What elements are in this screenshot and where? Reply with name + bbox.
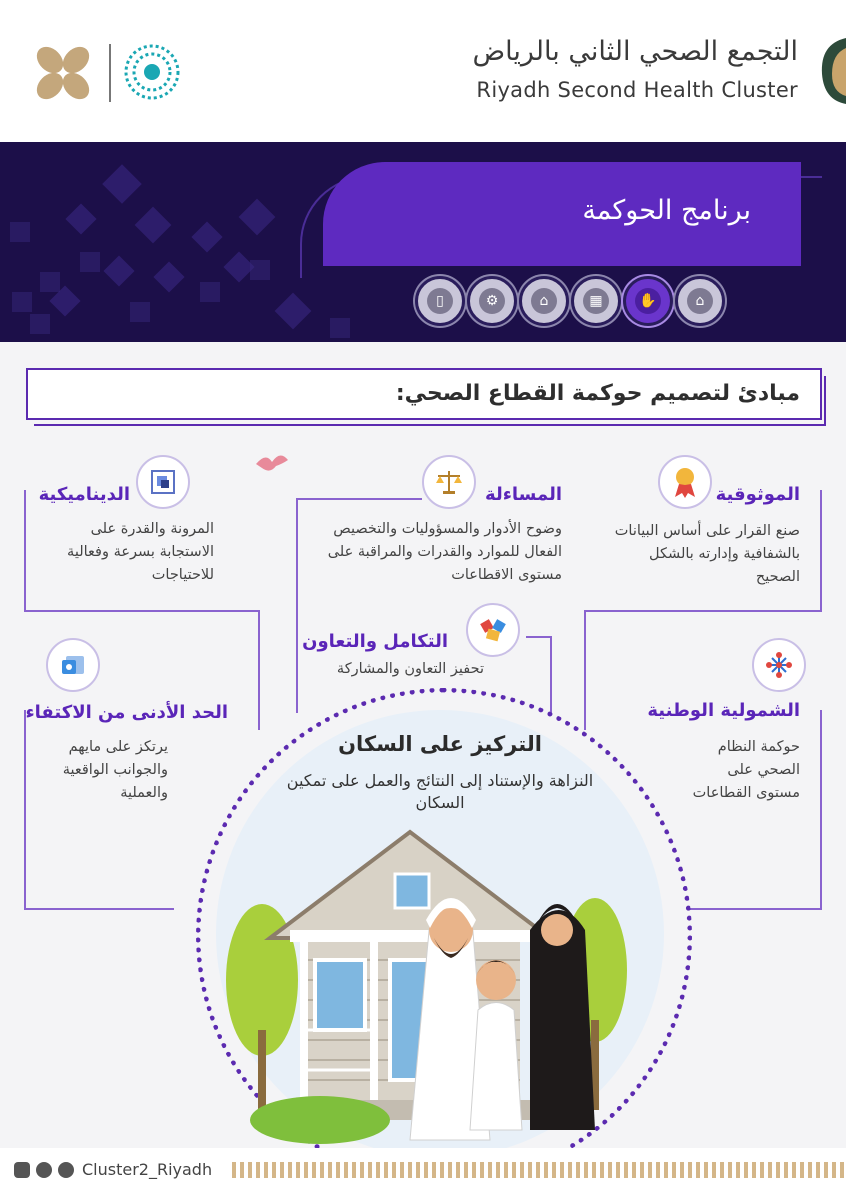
principle-desc-integration: تحفيز التعاون والمشاركة — [336, 661, 484, 677]
ribbon-medal-icon — [658, 455, 712, 509]
handshake-icon: ✋ — [635, 288, 661, 314]
center-title: التركيز على السكان — [338, 732, 542, 756]
principle-title-minimum: الحد الأدنى من الاكتفاء — [25, 702, 228, 723]
connector — [24, 710, 26, 910]
section-title: مبادئ لتصميم حوكمة القطاع الصحي: — [395, 381, 800, 406]
nav-gear-button[interactable] — [467, 276, 517, 326]
connector — [526, 636, 550, 638]
cluster-logo-icon — [814, 34, 846, 106]
principle-title-dynamism: الديناميكية — [38, 484, 130, 505]
center-description: النزاهة والإستناد إلى النتائج والعمل على تمكين السكان — [286, 771, 594, 812]
org-name-arabic: التجمع الصحي الثاني بالرياض — [472, 36, 798, 67]
principle-desc-accountability: وضوح الأدوار والمسؤوليات والتخصيص الفعال للموارد والقدرات والمراقبة على مستوى الاقطاعات — [327, 521, 562, 583]
org-name-english: Riyadh Second Health Cluster — [476, 78, 798, 102]
connector — [24, 490, 26, 610]
principle-title-integration: التكامل والتعاون — [302, 631, 448, 652]
connector — [296, 498, 422, 500]
gear-icon: ⚙ — [479, 288, 505, 314]
principle-title-national: الشمولية الوطنية — [647, 700, 800, 721]
connector — [550, 636, 552, 714]
network-icon — [752, 638, 806, 692]
connector — [820, 710, 822, 910]
connector — [820, 490, 822, 610]
instagram-icon[interactable] — [14, 1162, 30, 1178]
scales-icon — [422, 455, 476, 509]
logo-divider — [109, 44, 111, 102]
social-handle[interactable]: Cluster2_Riyadh — [82, 1160, 213, 1179]
header — [0, 0, 846, 142]
connector — [690, 908, 822, 910]
connector — [24, 908, 174, 910]
ministry-emblem-icon — [122, 42, 182, 102]
snapchat-icon[interactable] — [36, 1162, 52, 1178]
government-building-icon: ⌂ — [531, 288, 557, 314]
connector — [24, 610, 260, 612]
program-title: برنامج الحوكمة — [582, 195, 751, 226]
connector — [584, 610, 586, 730]
home-icon: ⌂ — [687, 288, 713, 314]
tablet-icon: ▯ — [427, 288, 453, 314]
hospital-building-icon: ▦ — [583, 288, 609, 314]
nav-tablet-button[interactable] — [415, 276, 465, 326]
nav-government-button[interactable] — [519, 276, 569, 326]
principle-title-reliability: الموثوقية — [715, 484, 800, 505]
principle-desc-national: حوكمة النظام الصحي على مستوى القطاعات — [692, 739, 800, 801]
principle-desc-reliability: صنع القرار على أساس البيانات بالشفافية وإدارته بالشكل الصحيح — [614, 523, 800, 585]
layers-icon — [136, 455, 190, 509]
decorative-pattern — [232, 1162, 846, 1178]
twitter-icon[interactable] — [58, 1162, 74, 1178]
nav-handshake-button[interactable] — [623, 276, 673, 326]
vision-flower-icon — [30, 40, 96, 106]
connector — [584, 610, 822, 612]
principle-title-accountability: المساءلة — [485, 484, 562, 505]
nav-hospital-button[interactable] — [571, 276, 621, 326]
principle-desc-dynamism: المرونة والقدرة على الاستجابة بسرعة وفعالية للاحتياجات — [67, 521, 214, 583]
nav-home-button[interactable] — [675, 276, 725, 326]
family-house-illustration — [200, 820, 660, 1150]
connector — [258, 610, 260, 730]
puzzle-icon — [466, 603, 520, 657]
bird-icon — [252, 450, 292, 476]
settings-window-icon — [46, 638, 100, 692]
principle-desc-minimum: يرتكز على مايهم والجوانب الواقعية والعملية — [62, 739, 168, 801]
